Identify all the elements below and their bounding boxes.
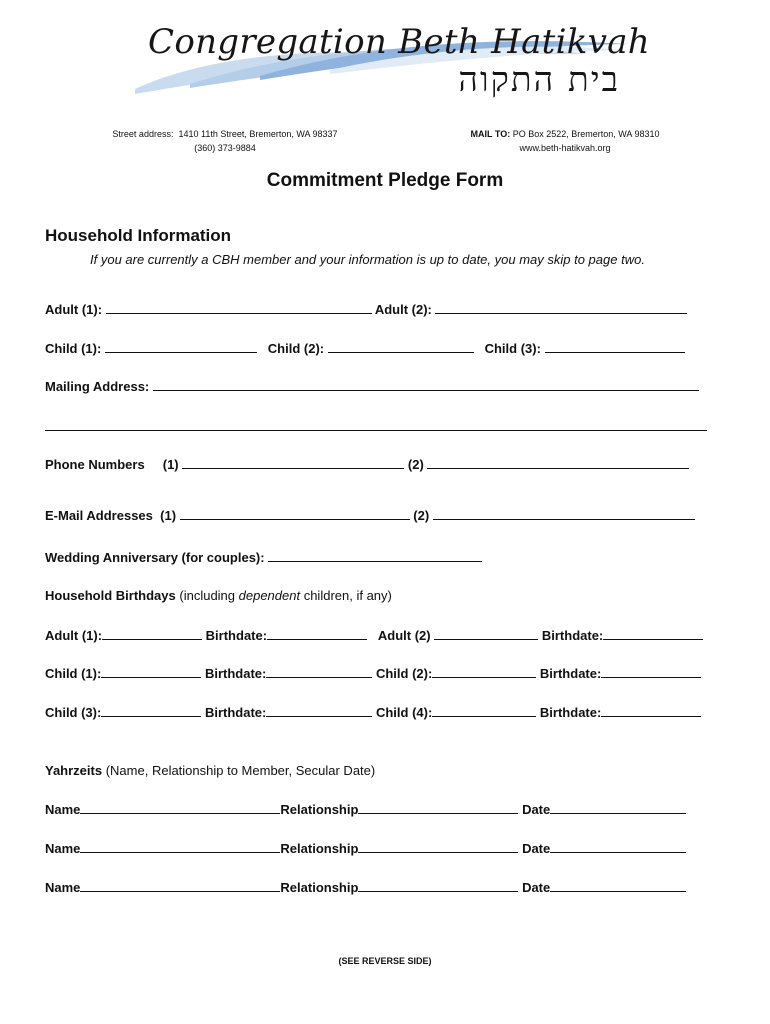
email-row xyxy=(45,507,695,523)
adult1-label: Adult (1): xyxy=(45,302,103,317)
phone2-label: (2) xyxy=(407,457,424,472)
phone-label: Phone Numbers xyxy=(45,457,145,472)
yahrzeit-relationship-label: Relationship xyxy=(280,802,359,817)
birthday-row-children-1 xyxy=(45,665,701,681)
logo xyxy=(130,14,650,104)
b-child1-field[interactable] xyxy=(101,665,201,678)
yahrzeit-date-label: Date xyxy=(522,841,551,856)
form-title: Commitment Pledge Form xyxy=(266,170,504,191)
birthday-row-adults xyxy=(45,627,703,643)
mailing-label: Mailing Address: xyxy=(45,379,150,394)
yahrzeits-header xyxy=(45,763,375,778)
b-child2-birthdate-label: Birthdate: xyxy=(539,666,602,681)
yahrzeit-date-field[interactable] xyxy=(550,879,686,892)
b-adult2-label: Adult (2) xyxy=(377,628,431,643)
child1-label: Child (1): xyxy=(45,341,102,356)
yahrzeit-name-label: Name xyxy=(45,841,81,856)
mail-to-label: MAIL TO: xyxy=(470,129,511,139)
mailing-field[interactable] xyxy=(153,378,699,391)
child1-field[interactable] xyxy=(105,340,257,353)
child3-field[interactable] xyxy=(545,340,685,353)
b-adult1-birthdate-label: Birthdate: xyxy=(205,628,268,643)
street-label: Street address: xyxy=(112,129,174,139)
adult2-label: Adult (2): xyxy=(374,302,432,317)
b-child1-birthdate-label: Birthdate: xyxy=(204,666,267,681)
adult2-field[interactable] xyxy=(435,301,687,314)
see-reverse-side: (SEE REVERSE SIDE) xyxy=(338,956,432,966)
mailing-row-2 xyxy=(45,418,707,434)
household-section-title: Household Information xyxy=(45,226,232,245)
yahrzeit-date-label: Date xyxy=(522,880,551,895)
birthdays-note-pre: (including xyxy=(179,588,239,603)
b-child1-birthdate-field[interactable] xyxy=(266,665,372,678)
yahrzeit-relationship-field[interactable] xyxy=(358,840,518,853)
b-child4-label: Child (4): xyxy=(375,705,433,720)
mail-to-value: PO Box 2522, Bremerton, WA 98310 xyxy=(512,129,660,139)
org-name: Congregation Beth Hatikvah xyxy=(148,22,650,62)
yahrzeit-date-field[interactable] xyxy=(550,801,686,814)
email2-field[interactable] xyxy=(433,507,695,520)
mailing-row xyxy=(45,378,699,394)
email2-label: (2) xyxy=(413,508,430,523)
phone1-label: (1) xyxy=(162,457,179,472)
adults-row xyxy=(45,301,687,317)
phone2-field[interactable] xyxy=(427,456,689,469)
yahrzeit-date-label: Date xyxy=(522,802,551,817)
yahrzeit-name-field[interactable] xyxy=(80,801,280,814)
child3-label: Child (3): xyxy=(484,341,541,356)
yahrzeit-relationship-label: Relationship xyxy=(280,880,359,895)
b-adult2-field[interactable] xyxy=(434,627,538,640)
b-child3-field[interactable] xyxy=(101,704,201,717)
street-address-block xyxy=(100,127,350,155)
street-value: 1410 11th Street, Bremerton, WA 98337 xyxy=(178,129,338,139)
b-adult1-field[interactable] xyxy=(102,627,202,640)
b-child3-birthdate-field[interactable] xyxy=(266,704,372,717)
household-note: If you are currently a CBH member and your information is up to date, you may skip to page two. xyxy=(90,252,645,267)
child2-label: Child (2): xyxy=(267,341,325,356)
b-child4-field[interactable] xyxy=(432,704,536,717)
birthdays-title: Household Birthdays xyxy=(45,588,176,603)
phone-row xyxy=(45,456,689,472)
wedding-label: Wedding Anniversary (for couples): xyxy=(45,550,265,565)
yahrzeit-relationship-field[interactable] xyxy=(358,801,518,814)
yahrzeit-relationship-field[interactable] xyxy=(358,879,518,892)
b-adult1-birthdate-field[interactable] xyxy=(267,627,367,640)
yahrzeit-name-field[interactable] xyxy=(80,879,280,892)
b-child4-birthdate-label: Birthdate: xyxy=(539,705,602,720)
yahrzeit-row xyxy=(45,840,686,856)
b-adult1-label: Adult (1): xyxy=(45,628,103,643)
birthdays-note-em: dependent xyxy=(238,588,301,603)
mailing-field-2[interactable] xyxy=(45,418,707,431)
b-child2-field[interactable] xyxy=(432,665,536,678)
hebrew-name: בית התקוה xyxy=(458,60,620,100)
adult1-field[interactable] xyxy=(106,301,372,314)
b-child3-birthdate-label: Birthdate: xyxy=(204,705,267,720)
b-child2-birthdate-field[interactable] xyxy=(601,665,701,678)
birthdays-header xyxy=(45,588,392,603)
email1-field[interactable] xyxy=(180,507,410,520)
birthdays-note-post: children, if any) xyxy=(300,588,392,603)
yahrzeits-title: Yahrzeits xyxy=(45,763,103,778)
wedding-row xyxy=(45,549,482,565)
yahrzeit-name-field[interactable] xyxy=(80,840,280,853)
yahrzeit-name-label: Name xyxy=(45,802,81,817)
phone-number: (360) 373-9884 xyxy=(194,143,256,153)
b-adult2-birthdate-label: Birthdate: xyxy=(541,628,604,643)
birthday-row-children-2 xyxy=(45,704,701,720)
b-child2-label: Child (2): xyxy=(375,666,433,681)
wedding-field[interactable] xyxy=(268,549,482,562)
b-adult2-birthdate-field[interactable] xyxy=(603,627,703,640)
child2-field[interactable] xyxy=(328,340,474,353)
yahrzeit-relationship-label: Relationship xyxy=(280,841,359,856)
b-child1-label: Child (1): xyxy=(45,666,102,681)
email1-label: (1) xyxy=(160,508,177,523)
children-row xyxy=(45,340,685,356)
email-label: E-Mail Addresses xyxy=(45,508,153,523)
yahrzeit-date-field[interactable] xyxy=(550,840,686,853)
phone1-field[interactable] xyxy=(182,456,404,469)
yahrzeit-name-label: Name xyxy=(45,880,81,895)
yahrzeit-row xyxy=(45,879,686,895)
b-child4-birthdate-field[interactable] xyxy=(601,704,701,717)
yahrzeit-row xyxy=(45,801,686,817)
yahrzeits-note: (Name, Relationship to Member, Secular Date) xyxy=(105,763,376,778)
mailing-address-block xyxy=(440,127,690,155)
website: www.beth-hatikvah.org xyxy=(519,143,611,153)
b-child3-label: Child (3): xyxy=(45,705,102,720)
